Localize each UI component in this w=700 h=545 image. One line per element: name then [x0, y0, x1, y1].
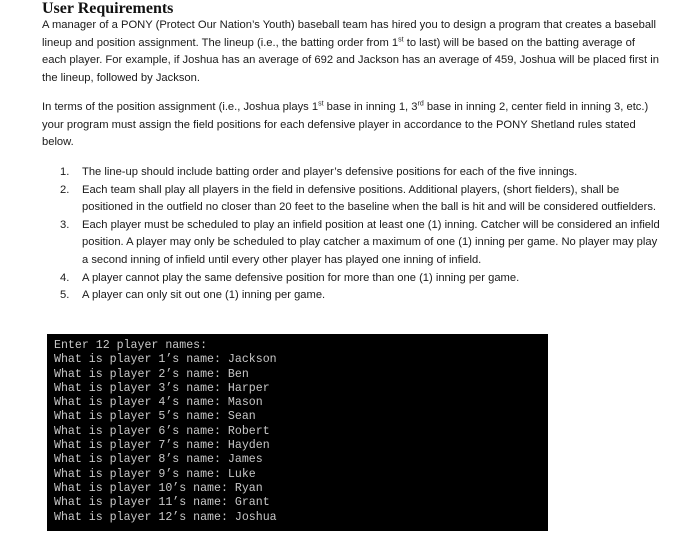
console-prompt: Enter 12 player names:	[54, 339, 208, 352]
ordinal-suffix: rd	[417, 100, 424, 108]
console-line: What is player 2’s name: Ben	[54, 367, 249, 381]
rules-list	[42, 164, 660, 305]
console-line: What is player 4’s name: Mason	[54, 396, 263, 410]
intro-paragraph	[42, 17, 660, 87]
console-line: What is player 12’s name: Joshua	[54, 510, 277, 524]
rule-number: 5.	[60, 289, 70, 302]
console-line: What is player 10’s name: Ryan	[54, 481, 263, 495]
console-output	[47, 334, 548, 531]
rule-text: A player cannot play the same defensive position for more than one (1) inning per game.	[82, 271, 520, 284]
console-line: What is player 11’s name: Grant	[54, 496, 270, 510]
section-heading: User Requirements	[42, 0, 174, 17]
rule-number: 1.	[60, 166, 70, 178]
rule-number: 4.	[60, 271, 70, 284]
ordinal-suffix: st	[318, 100, 324, 108]
rule-text: A player can only sit out one (1) inning per game.	[82, 289, 326, 302]
rule-item	[42, 164, 660, 182]
rule-text: Each team shall play all players in the field in defensive positions. Additional players, (short fielders), shall be positioned in the outfield no closer than 20 feet to the baseline when the ball is hit and will be considered outfielders.	[82, 183, 657, 214]
rule-item	[42, 182, 660, 217]
intro-text-start: A manager of a PONY (Protect Our Nation’s Youth) baseball team has hired you to design a program that creates a baseball lineup and position assignment. The lineup (i.e., the batting order from 1	[42, 19, 657, 49]
rule-text: The line-up should include batting order and player’s defensive positions for each of the five innings.	[82, 166, 578, 178]
rule-item	[42, 217, 660, 270]
console-line: What is player 8’s name: James	[54, 453, 263, 467]
rule-number: 2.	[60, 183, 70, 196]
intro-text-end: to last) will be based on the batting average of each player. For example, if Joshua has an average of 692 and Jackson has an average of 459, Joshua will be placed first in the lineup, followed by Jackson.	[42, 36, 659, 84]
ordinal-suffix: st	[398, 35, 404, 43]
rule-number: 3.	[60, 218, 70, 231]
rule-item	[42, 287, 660, 305]
console-line: What is player 9’s name: Luke	[54, 467, 256, 481]
console-line: What is player 7’s name: Hayden	[54, 439, 270, 453]
console-line: What is player 5’s name: Sean	[54, 410, 256, 424]
console-line: What is player 1’s name: Jackson	[54, 353, 277, 367]
position-text-start: In terms of the position assignment (i.e., Joshua plays 1	[42, 101, 319, 113]
position-text-mid: base in inning 1, 3	[323, 101, 418, 113]
console-line: What is player 3’s name: Harper	[54, 381, 270, 395]
rule-text: Each player must be scheduled to play an infield position at least one (1) inning. Catcher will be considered an infield position. A player may only be scheduled to play catcher a maximum of one (1) inning per game. No player may play a second inning of infield until every other player has played one inning of infield.	[82, 218, 660, 266]
position-text-end: base in inning 2, center field in inning 3, etc.) your program must assign the field positions for each defensive player in accordance to the PONY Shetland rules stated below.	[42, 101, 649, 149]
position-paragraph	[42, 99, 660, 152]
rule-item	[42, 270, 660, 288]
console-line: What is player 6’s name: Robert	[54, 424, 270, 438]
